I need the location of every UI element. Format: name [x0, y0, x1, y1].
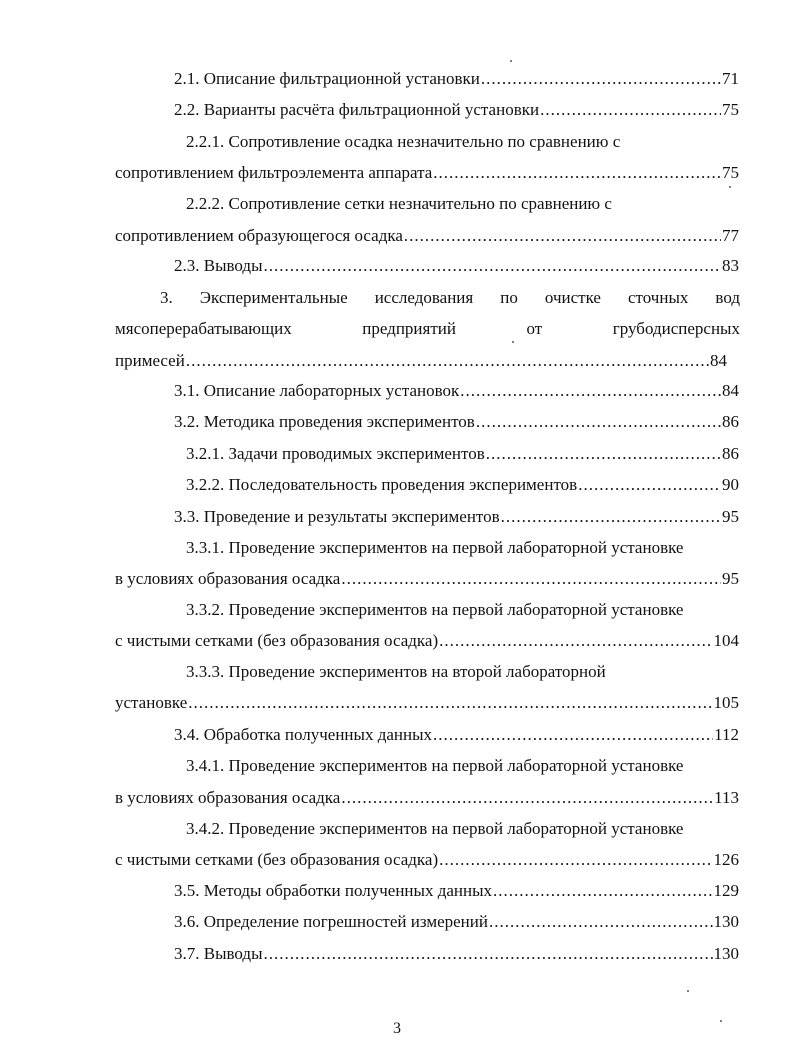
toc-entry-first-line: 3.3.3. Проведение экспериментов на второй лабораторной: [186, 662, 606, 681]
toc-entry-page: 90: [722, 475, 739, 494]
scan-speck: [510, 60, 512, 62]
toc-leader-dots: [460, 380, 721, 402]
toc-leader-dots: [439, 849, 712, 871]
toc-entry-page: 84: [710, 351, 727, 370]
toc-entry-title: с чистыми сетками (без образования осадка): [115, 631, 439, 650]
chapter-number: 3.: [160, 288, 173, 307]
toc-chapter-line: [160, 287, 740, 309]
scan-speck: [687, 990, 689, 992]
toc-entry: [174, 880, 739, 902]
toc-entry: [115, 162, 739, 184]
toc-entry: [115, 350, 727, 372]
chapter-word: исследования: [374, 288, 474, 307]
toc-leader-dots: [476, 411, 721, 433]
toc-entry-title: примесей: [115, 351, 185, 370]
chapter-word: предприятий: [362, 319, 456, 338]
chapter-word: по: [500, 288, 518, 307]
page-number: 3: [393, 1020, 401, 1037]
toc-entry-page: 112: [714, 725, 739, 744]
toc-entry-page: 130: [713, 912, 739, 931]
toc-entry-first-line: 2.2.1. Сопротивление осадка незначительно по сравнению с: [186, 132, 621, 151]
toc-entry: [186, 443, 739, 465]
scan-speck: [729, 186, 731, 188]
toc-entry-title: 3.5. Методы обработки полученных данных: [174, 881, 493, 900]
toc-entry-title: сопротивлением фильтроэлемента аппарата: [115, 163, 433, 182]
toc-entry: [174, 68, 739, 90]
toc-entry-page: 130: [713, 944, 739, 963]
toc-entry-title: в условиях образования осадка: [115, 788, 341, 807]
toc-entry-title: в условиях образования осадка: [115, 569, 341, 588]
toc-leader-dots: [264, 255, 721, 277]
toc-entry: [174, 724, 739, 746]
toc-entry: [174, 943, 739, 965]
toc-entry-page: 95: [722, 569, 739, 588]
toc-leader-dots: [341, 568, 721, 590]
toc-entry-page: 129: [713, 881, 739, 900]
toc-entry-title: 2.2. Варианты расчёта фильтрационной установки: [174, 100, 540, 119]
toc-entry-title: 3.2.2. Последовательность проведения экспериментов: [186, 475, 578, 494]
scan-speck: [512, 341, 514, 343]
toc-entry: [115, 787, 739, 809]
toc-entry: [174, 911, 739, 933]
toc-entry: [174, 255, 739, 277]
toc-leader-dots: [501, 506, 721, 528]
toc-entry-title: с чистыми сетками (без образования осадка): [115, 850, 439, 869]
toc-leader-dots: [341, 787, 713, 809]
toc-leader-dots: [433, 162, 721, 184]
toc-entry-title: 3.6. Определение погрешностей измерений: [174, 912, 488, 931]
chapter-word: сточных: [628, 288, 689, 307]
scan-speck: [720, 1020, 722, 1022]
toc-leader-dots: [489, 911, 713, 933]
toc-leader-dots: [186, 350, 709, 372]
toc-entry-page: 113: [714, 788, 739, 807]
toc-leader-dots: [188, 692, 712, 714]
chapter-word: от: [526, 319, 543, 338]
toc-entry-page: 75: [722, 100, 739, 119]
toc-chapter-line: [115, 318, 740, 340]
toc-entry-title: 3.4. Обработка полученных данных: [174, 725, 433, 744]
toc-entry-page: 77: [722, 226, 739, 245]
toc-entry-page: 95: [722, 507, 739, 526]
toc-entry: [186, 474, 739, 496]
toc-leader-dots: [578, 474, 721, 496]
toc-entry-page: 86: [722, 444, 739, 463]
toc-entry-page: 71: [722, 69, 739, 88]
toc-entry-first-line: 3.3.1. Проведение экспериментов на первой лабораторной установке: [186, 538, 684, 557]
toc-leader-dots: [264, 943, 713, 965]
toc-entry-title: 2.1. Описание фильтрационной установки: [174, 69, 480, 88]
toc-entry-page: 75: [722, 163, 739, 182]
toc-entry-page: 104: [713, 631, 739, 650]
toc-entry: [115, 568, 739, 590]
chapter-word: вод: [715, 288, 740, 307]
toc-entry-title: 3.2. Методика проведения экспериментов: [174, 412, 475, 431]
toc-leader-dots: [433, 724, 713, 746]
toc-entry: [174, 411, 739, 433]
toc-entry-title: 2.3. Выводы: [174, 256, 263, 275]
toc-entry-page: 86: [722, 412, 739, 431]
toc-leader-dots: [540, 99, 721, 121]
chapter-word: Экспериментальные: [199, 288, 348, 307]
toc-entry-title: 3.7. Выводы: [174, 944, 263, 963]
toc-entry-page: 105: [713, 693, 739, 712]
toc-entry-page: 126: [713, 850, 739, 869]
toc-entry: [115, 630, 739, 652]
chapter-word: очистке: [544, 288, 601, 307]
toc-entry-title: установке: [115, 693, 188, 712]
chapter-word: мясоперерабатывающих: [115, 319, 292, 338]
toc-entry: [174, 506, 739, 528]
toc-entry: [115, 692, 739, 714]
toc-entry-first-line: 3.4.2. Проведение экспериментов на первой лабораторной установке: [186, 819, 684, 838]
toc-leader-dots: [486, 443, 721, 465]
toc-entry: [115, 849, 739, 871]
chapter-word: грубодисперсных: [612, 319, 740, 338]
toc-entry-page: 83: [722, 256, 739, 275]
toc-leader-dots: [493, 880, 712, 902]
toc-entry: [174, 99, 739, 121]
toc-entry-first-line: 2.2.2. Сопротивление сетки незначительно по сравнению с: [186, 194, 612, 213]
toc-entry-title: 3.2.1. Задачи проводимых экспериментов: [186, 444, 485, 463]
toc-leader-dots: [439, 630, 712, 652]
toc-entry-first-line: 3.3.2. Проведение экспериментов на первой лабораторной установке: [186, 600, 684, 619]
toc-entry-title: сопротивлением образующегося осадка: [115, 226, 403, 245]
toc-entry-title: 3.3. Проведение и результаты экспериментов: [174, 507, 500, 526]
toc-entry-page: 84: [722, 381, 739, 400]
toc-entry-title: 3.1. Описание лабораторных установок: [174, 381, 460, 400]
toc-leader-dots: [404, 225, 721, 247]
toc-entry: [115, 225, 739, 247]
toc-entry-first-line: 3.4.1. Проведение экспериментов на первой лабораторной установке: [186, 756, 684, 775]
toc-leader-dots: [481, 68, 721, 90]
toc-entry: [174, 380, 739, 402]
